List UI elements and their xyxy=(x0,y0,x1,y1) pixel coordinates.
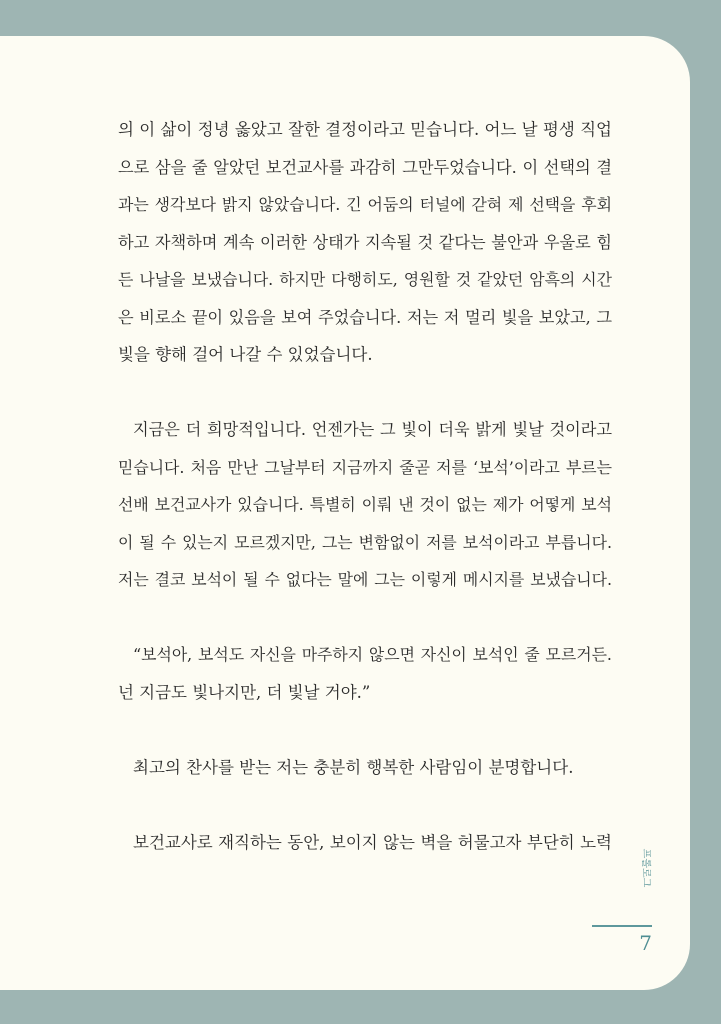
section-label: 프롤로그 xyxy=(640,848,651,888)
text-line: 선배 보건교사가 있습니다. 특별히 이뤄 낸 것이 없는 제가 어떻게 보석 xyxy=(118,495,612,514)
text-line: 으로 삼을 줄 알았던 보건교사를 과감히 그만두었습니다. 이 선택의 결 xyxy=(118,157,612,177)
book-page xyxy=(0,36,690,990)
text-line: 지금은 더 희망적입니다. 언젠가는 그 빛이 더욱 밝게 빛날 것이라고 xyxy=(133,420,612,439)
text-line: “보석아, 보석도 자신을 마주하지 않으면 자신이 보석인 줄 모르거든. xyxy=(133,645,612,664)
text-line: 빛을 향해 걸어 나갈 수 있었습니다. xyxy=(118,345,373,364)
body-text xyxy=(118,111,612,861)
page-number: 7 xyxy=(639,931,652,955)
quote-paragraph xyxy=(118,636,612,711)
text-line: 과는 생각보다 밝지 않았습니다. 긴 어둠의 터널에 갇혀 제 선택을 후회 xyxy=(118,195,612,214)
text-line: 이 될 수 있는지 모르겠지만, 그는 변함없이 저를 보석이라고 부릅니다. xyxy=(118,532,612,552)
paragraph xyxy=(118,824,612,862)
text-line: 믿습니다. 처음 만난 그날부터 지금까지 줄곧 저를 ‘보석’이라고 부르는 xyxy=(118,457,612,477)
text-line: 저는 결코 보석이 될 수 없다는 말에 그는 이렇게 메시지를 보냈습니다. xyxy=(118,570,612,589)
paragraph xyxy=(118,749,612,787)
text-line: 은 비로소 끝이 있음을 보여 주었습니다. 저는 저 멀리 빛을 보았고, 그 xyxy=(118,307,612,327)
text-line: 최고의 찬사를 받는 저는 충분히 행복한 사람임이 분명합니다. xyxy=(133,757,574,777)
paragraph xyxy=(118,411,612,599)
paragraph xyxy=(118,111,612,374)
page-number-rule xyxy=(592,925,652,927)
text-line: 의 이 삶이 정녕 옳았고 잘한 결정이라고 믿습니다. 어느 날 평생 직업 xyxy=(118,120,612,139)
text-line: 보건교사로 재직하는 동안, 보이지 않는 벽을 허물고자 부단히 노력 xyxy=(133,832,612,852)
text-line: 하고 자책하며 계속 이러한 상태가 지속될 것 같다는 불안과 우울로 힘 xyxy=(118,232,612,252)
text-line: 넌 지금도 빛나지만, 더 빛날 거야.” xyxy=(118,682,371,702)
text-line: 든 나날을 보냈습니다. 하지만 다행히도, 영원할 것 같았던 암흑의 시간 xyxy=(118,270,612,289)
